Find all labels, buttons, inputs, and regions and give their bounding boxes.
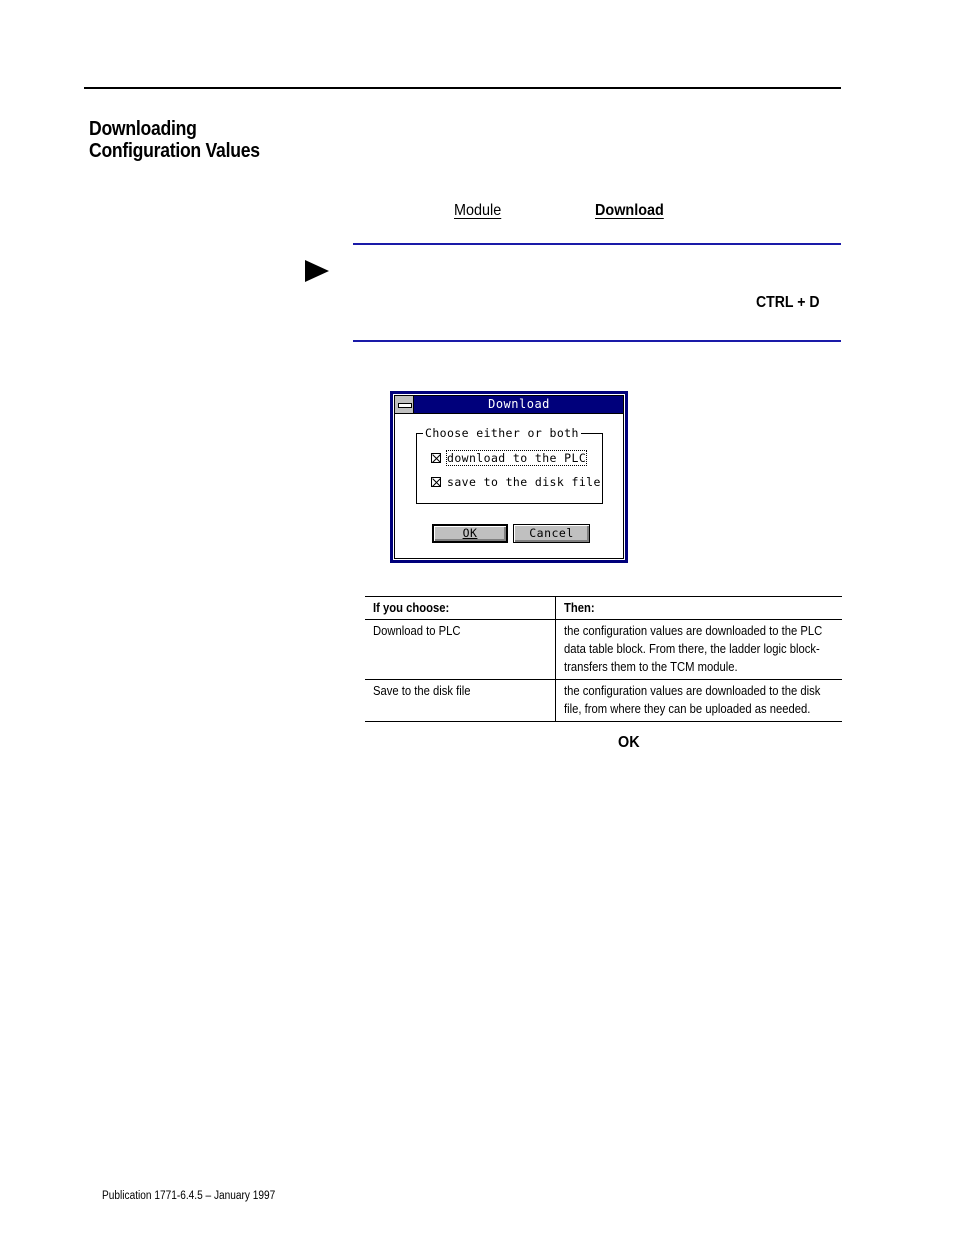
choose-group xyxy=(416,426,603,504)
ok-button-label: OK xyxy=(462,526,478,540)
section-heading xyxy=(89,118,260,162)
tip-bottom-rule xyxy=(353,340,841,342)
tip-top-rule xyxy=(353,243,841,245)
heading-line-2: Configuration Values xyxy=(89,140,260,162)
table-cell: the configuration values are downloaded to the disk file, from where they can be uploaded as needed. xyxy=(556,680,843,722)
system-menu-button[interactable] xyxy=(395,396,414,413)
cancel-button-label: Cancel xyxy=(529,526,574,540)
checkbox-checked-icon xyxy=(431,453,441,463)
top-rule xyxy=(84,87,841,89)
dialog-frame xyxy=(394,395,624,559)
table-row xyxy=(365,620,842,680)
table-cell: the configuration values are downloaded to the PLC data table block. From there, the ladder logic block-transfers them to the TCM module. xyxy=(556,620,843,680)
checkbox-label: download to the PLC xyxy=(447,451,587,465)
ok-button[interactable] xyxy=(432,524,508,543)
group-label: Choose either or both xyxy=(425,426,579,440)
choice-table xyxy=(365,596,842,722)
publication-footer: Publication 1771-6.4.5 – January 1997 xyxy=(102,1190,276,1202)
table-header-cell: If you choose: xyxy=(365,597,556,620)
table-header-cell: Then: xyxy=(556,597,843,620)
menu-download-label: Download xyxy=(595,202,664,219)
heading-line-1: Downloading xyxy=(89,118,197,140)
checkbox-checked-icon xyxy=(431,477,441,487)
save-to-disk-checkbox[interactable] xyxy=(431,475,601,489)
checkbox-label: save to the disk file xyxy=(447,475,601,489)
dialog-title: Download xyxy=(488,397,550,411)
system-menu-icon xyxy=(398,403,412,408)
table-cell: Save to the disk file xyxy=(365,680,556,722)
keyboard-shortcut: CTRL + D xyxy=(756,294,820,311)
download-to-plc-checkbox[interactable] xyxy=(431,451,586,465)
menu-module-label: Module xyxy=(454,202,502,219)
dialog-titlebar xyxy=(395,396,623,414)
ok-instruction-label: OK xyxy=(618,734,640,751)
download-dialog xyxy=(390,391,628,563)
table-cell: Download to PLC xyxy=(365,620,556,680)
table-row xyxy=(365,680,842,722)
cancel-button[interactable] xyxy=(513,524,590,543)
tip-arrow-icon xyxy=(305,260,329,282)
table-header-row xyxy=(365,597,842,620)
